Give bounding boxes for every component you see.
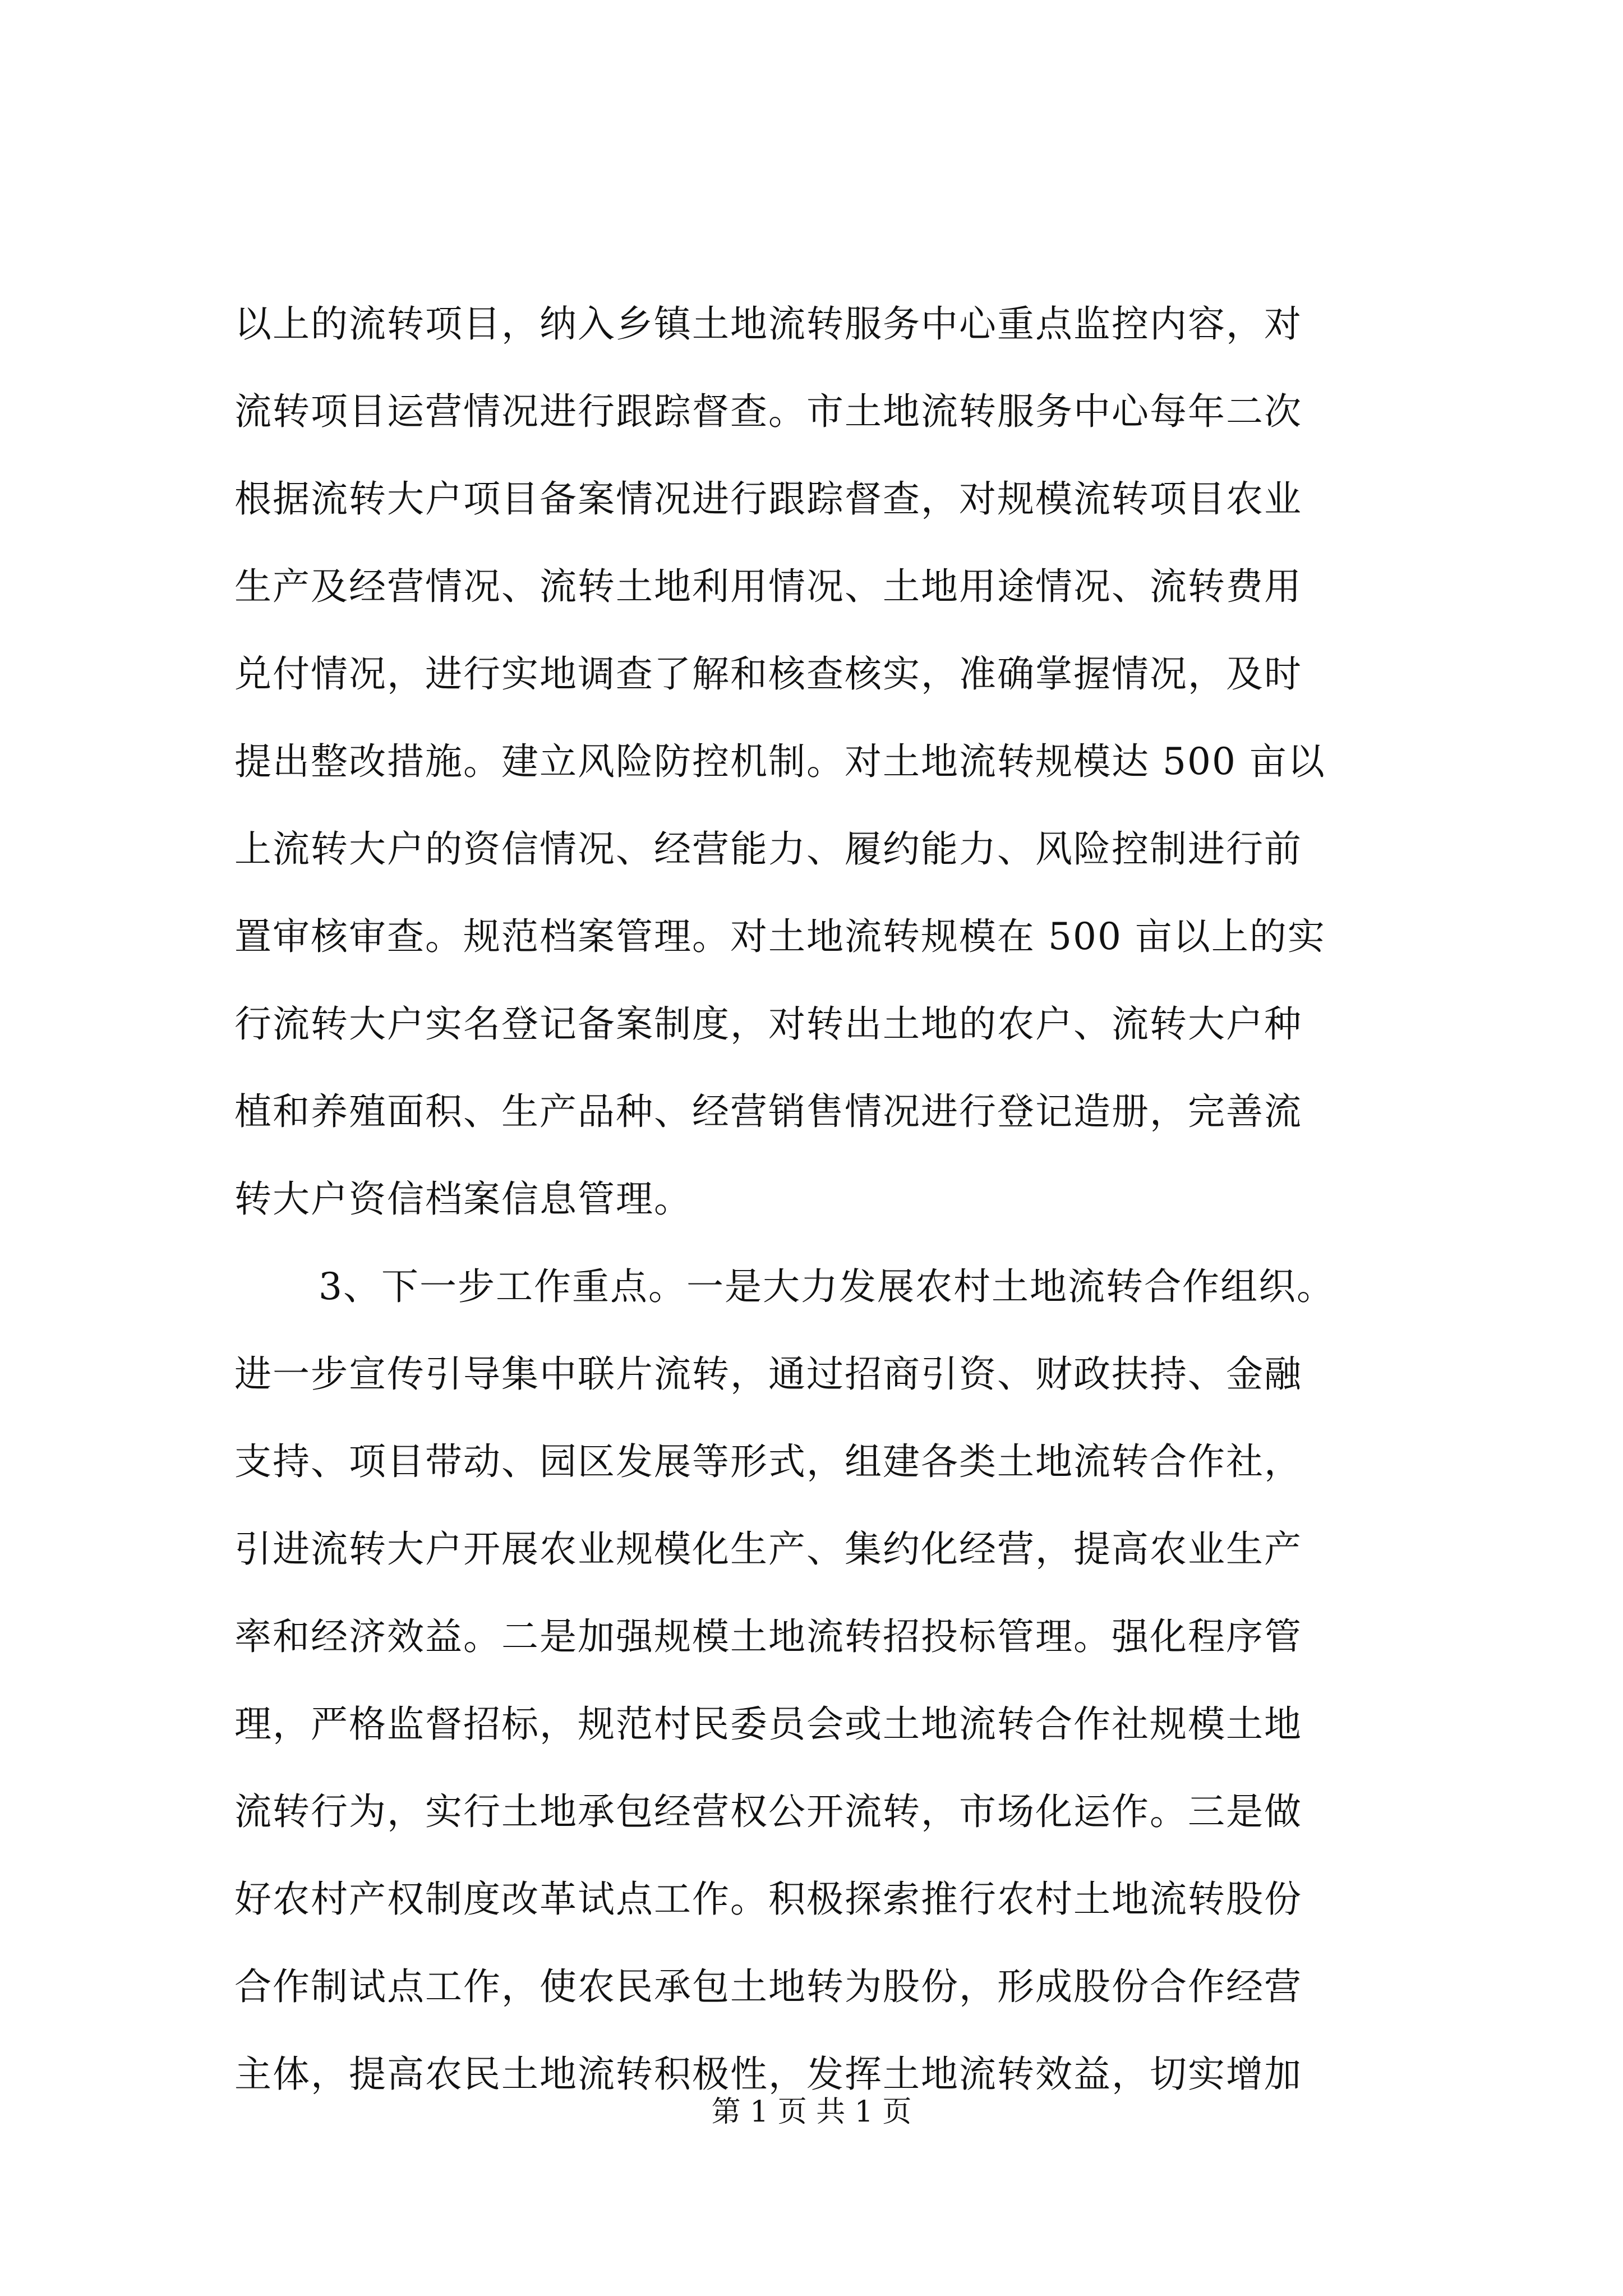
text-line: 进一步宣传引导集中联片流转，通过招商引资、财政扶持、金融 [234,1352,1302,1396]
body-text [234,280,1435,2118]
text-line: 转大户资信档案信息管理。 [234,1177,692,1221]
text-line: 上流转大户的资信情况、经营能力、履约能力、风险控制进行前 [234,827,1302,871]
text-line: 根据流转大户项目备案情况进行跟踪督查，对规模流转项目农业 [234,477,1302,521]
text-line: 以上的流转项目，纳入乡镇土地流转服务中心重点监控内容，对 [234,302,1302,346]
text-line: 兑付情况，进行实地调查了解和核查核实，准确掌握情况，及时 [234,652,1302,696]
text-line: 引进流转大户开展农业规模化生产、集约化经营，提高农业生产 [234,1527,1302,1571]
page-footer: 第 1 页 共 1 页 [711,2095,912,2129]
text-line: 合作制试点工作，使农民承包土地转为股份，形成股份合作经营 [234,1965,1302,2008]
text-line: 主体，提高农民土地流转积极性，发挥土地流转效益，切实增加 [234,2053,1302,2096]
text-line: 置审核审查。规范档案管理。对土地流转规模在 500 亩以上的实 [234,915,1326,958]
text-line: 生产及经营情况、流转土地利用情况、土地用途情况、流转费用 [234,565,1302,608]
text-line: 好农村产权制度改革试点工作。积极探索推行农村土地流转股份 [234,1878,1302,1921]
text-line: 流转行为，实行土地承包经营权公开流转，市场化运作。三是做 [234,1790,1302,1833]
text-line: 支持、项目带动、园区发展等形式，组建各类土地流转合作社， [234,1440,1302,1483]
text-line: 率和经济效益。二是加强规模土地流转招投标管理。强化程序管 [234,1615,1302,1658]
text-line: 行流转大户实名登记备案制度，对转出土地的农户、流转大户种 [234,1002,1302,1046]
text-line: 理，严格监督招标，规范村民委员会或土地流转合作社规模土地 [234,1703,1302,1746]
paragraph-first-line: 3、下一步工作重点。一是大力发展农村土地流转合作组织。 [319,1265,1335,1308]
text-line: 提出整改措施。建立风险防控机制。对土地流转规模达 500 亩以 [234,740,1326,783]
text-line: 流转项目运营情况进行跟踪督查。市土地流转服务中心每年二次 [234,390,1302,433]
text-line: 植和养殖面积、生产品种、经营销售情况进行登记造册，完善流 [234,1090,1302,1133]
